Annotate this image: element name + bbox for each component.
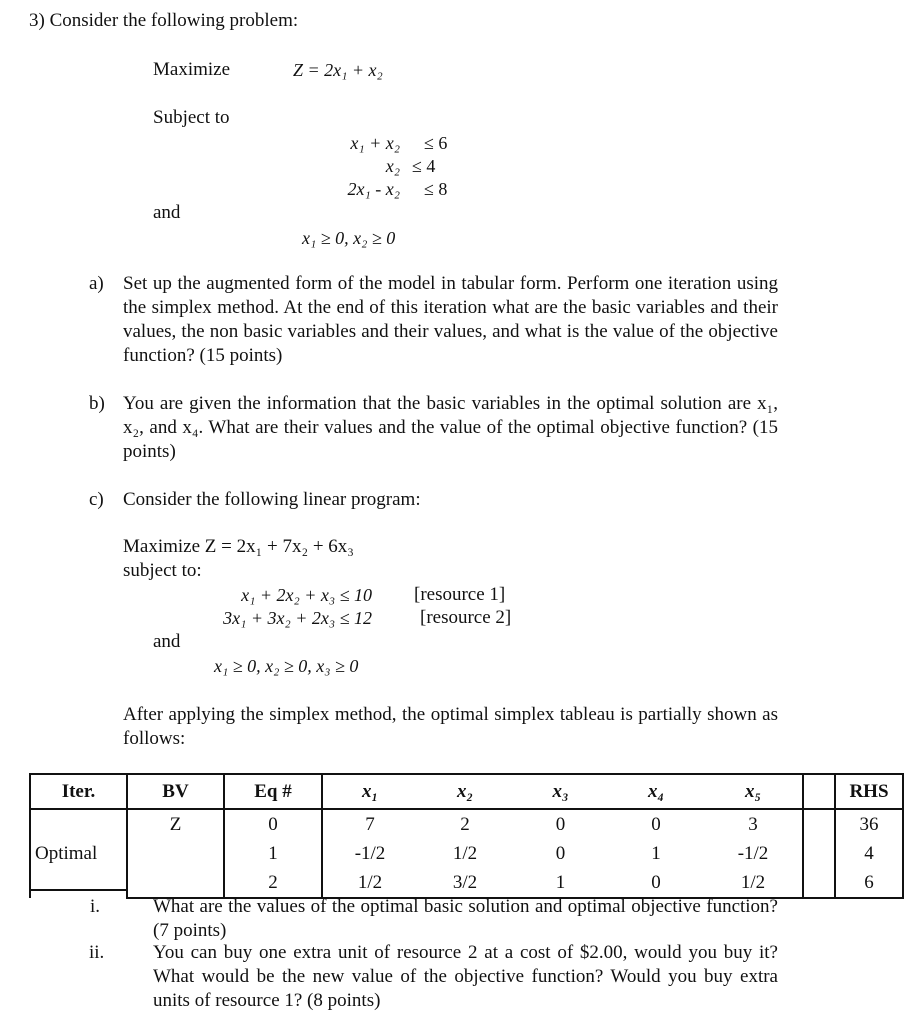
header-x2: x₂ — [417, 774, 513, 809]
cell-bv — [127, 840, 224, 868]
cell-rhs: 36 — [835, 809, 903, 840]
cell-rhs: 4 — [835, 840, 903, 868]
header-iter: Iter. — [30, 774, 127, 809]
header-x3: x₃ — [513, 774, 608, 809]
part-a-text: Set up the augmented form of the model in tabular form. Perform one iteration using the simplex method. At the end of this iteration what are the basic variables and their values, the non basic variables and their values, and what is the value of the objective function? (15 points) — [123, 273, 778, 366]
part-a-label: a) — [89, 273, 104, 294]
cell-eq: 0 — [224, 809, 322, 840]
cell-eq: 2 — [224, 868, 322, 898]
nonnegativity: x₁ ≥ 0, x₂ ≥ 0 — [302, 228, 396, 248]
lp-constraint-2-tag: [resource 2] — [420, 607, 512, 628]
cell-x4: 0 — [608, 868, 704, 898]
cell-x3: 0 — [555, 843, 566, 864]
cell-x5: 1/2 — [704, 868, 803, 898]
header-x1: x₁ — [322, 774, 417, 809]
iteration-label: Optimal — [30, 809, 127, 898]
cell-x5: -1/2 — [704, 840, 803, 868]
cell-gap — [803, 840, 835, 868]
header-eq: Eq # — [224, 774, 322, 809]
constraint-3-rhs: ≤ 8 — [424, 179, 448, 199]
cell-rhs: 6 — [835, 868, 903, 898]
lp-objective: Maximize Z = 2x₁ + 7x₂ + 6x₃ — [123, 536, 354, 557]
header-x4: x₄ — [608, 774, 704, 809]
part-c-text: Consider the following linear program: — [123, 489, 421, 510]
part-a — [89, 272, 778, 368]
cell-x4: 0 — [651, 814, 661, 835]
cell-gap — [803, 809, 835, 840]
iter-column-bottom-border — [29, 889, 126, 891]
header-x5: x₅ — [704, 774, 803, 809]
cell-gap — [803, 868, 835, 898]
cell-x3: 0 — [555, 814, 566, 835]
subject-to-label: Subject to — [153, 107, 230, 128]
header-bv: BV — [127, 774, 224, 809]
header-gap — [803, 774, 835, 809]
header-rhs: RHS — [835, 774, 903, 809]
part-b-text: You are given the information that the basic variables in the optimal solution are x₁, x₂, and x₄. What are their values and the value of the optimal objective function? (15 points) — [123, 393, 778, 462]
cell-x3: 1 — [513, 868, 608, 898]
cell-x1: 1/2 — [322, 868, 417, 898]
lp-and-label: and — [153, 631, 181, 652]
cell-bv — [127, 868, 224, 898]
cell-x4: 1 — [651, 843, 661, 864]
lp-constraint-2: 3x₁ + 3x₂ + 2x₃ ≤ 12 — [223, 608, 372, 628]
part-c-label: c) — [89, 489, 104, 510]
constraint-3-lhs: 2x₁ - x₂ — [347, 179, 400, 199]
part-b-label: b) — [89, 393, 105, 414]
cell-x2: 2 — [460, 814, 470, 835]
question-2-text: You can buy one extra unit of resource 2 at a cost of $2.00, would you buy it? What would be the new value of the objective function? Would you buy extra units of resource 1? (8 points) — [153, 942, 778, 1011]
constraint-2-rhs: ≤ 4 — [412, 156, 436, 176]
table-row — [30, 868, 903, 898]
part-b — [89, 392, 778, 464]
constraint-1-lhs: x₁ + x₂ — [350, 133, 400, 153]
lp-nonnegativity: x₁ ≥ 0, x₂ ≥ 0, x₃ ≥ 0 — [214, 656, 359, 676]
question-1-text: What are the values of the optimal basic solution and optimal objective function? (7 points) — [153, 896, 778, 941]
lp-constraint-1: x₁ + 2x₂ + x₃ ≤ 10 — [241, 585, 372, 605]
table-row — [30, 840, 903, 868]
problem-heading: 3) Consider the following problem: — [29, 10, 299, 31]
cell-bv: Z — [127, 809, 224, 840]
simplex-tableau — [29, 773, 904, 899]
and-label: and — [153, 202, 181, 223]
constraint-2-lhs: x₂ — [385, 156, 400, 176]
cell-eq: 1 — [224, 840, 322, 868]
question-1-label: i. — [90, 896, 101, 917]
cell-x2: 3/2 — [417, 868, 513, 898]
after-text: After applying the simplex method, the optimal simplex tableau is partially shown as follows: — [123, 704, 778, 749]
cell-x5: 3 — [704, 809, 803, 840]
table-row — [30, 809, 903, 840]
cell-x1: -1/2 — [354, 843, 386, 864]
cell-x1: 7 — [365, 814, 375, 835]
lp-constraint-1-tag: [resource 1] — [414, 584, 506, 605]
constraint-1-rhs: ≤ 6 — [424, 133, 448, 153]
objective-function: Z = 2x₁ + x₂ — [293, 60, 383, 80]
part-c — [89, 488, 778, 512]
question-2-label: ii. — [89, 942, 105, 963]
maximize-label: Maximize — [153, 59, 231, 80]
lp-subject-to: subject to: — [123, 560, 202, 581]
cell-x2: 1/2 — [452, 843, 478, 864]
